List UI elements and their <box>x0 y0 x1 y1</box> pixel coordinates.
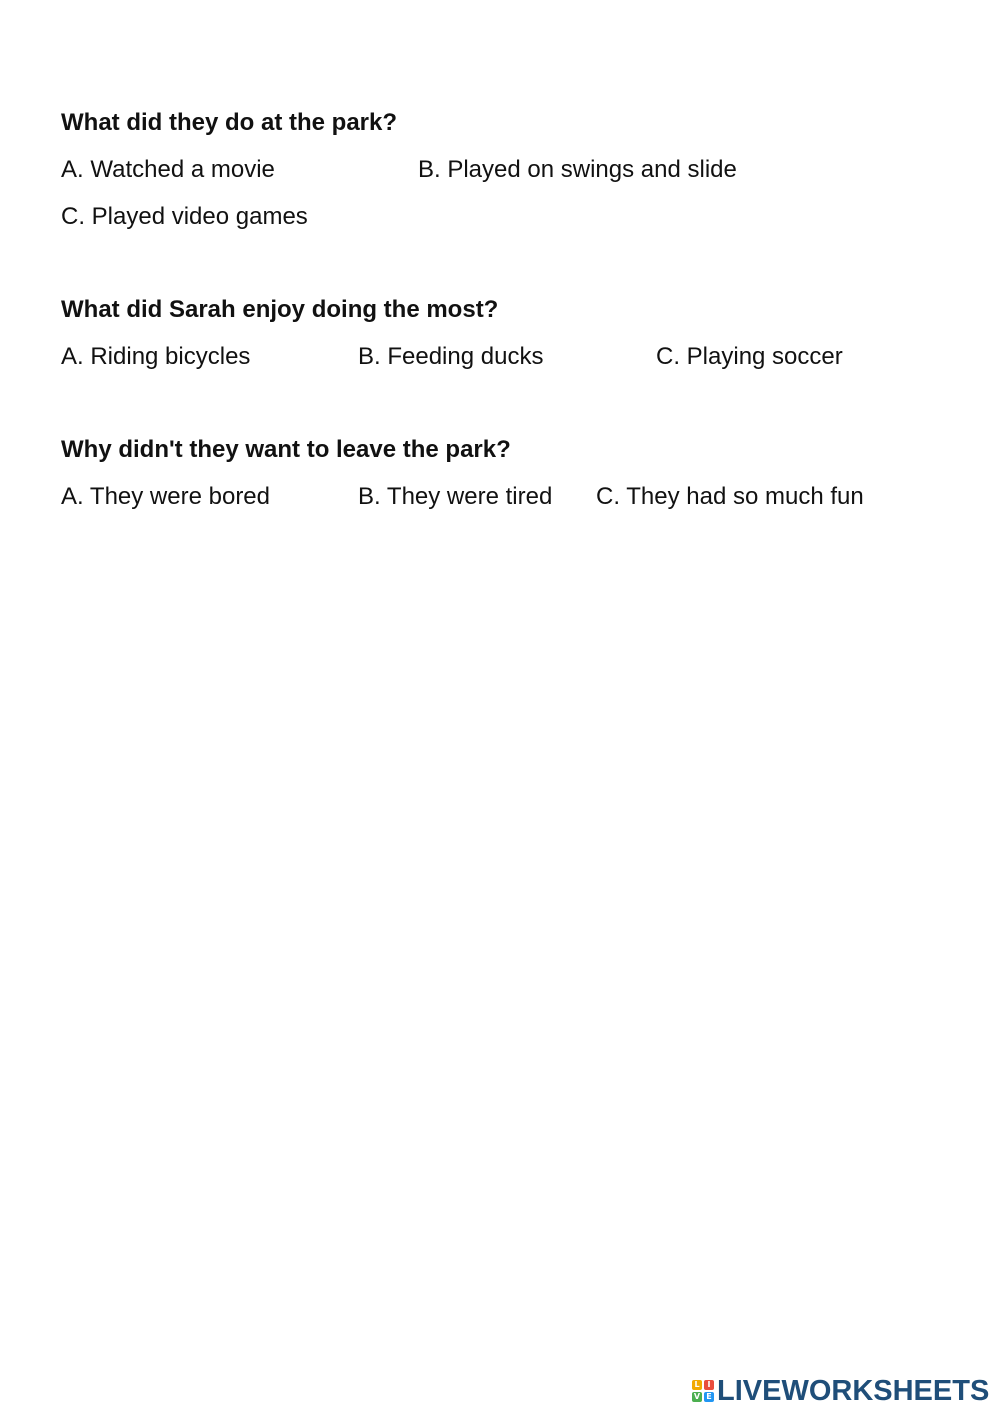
question-1-option-c[interactable]: C. Played video games <box>61 203 308 230</box>
question-1-option-b[interactable]: B. Played on swings and slide <box>418 156 737 183</box>
liveworksheets-logo <box>692 1374 989 1408</box>
question-2-option-b[interactable]: B. Feeding ducks <box>358 343 544 370</box>
logo-mark-square-v: V <box>693 1392 701 1401</box>
question-2-option-a[interactable]: A. Riding bicycles <box>61 343 251 370</box>
question-2-option-c[interactable]: C. Playing soccer <box>656 343 843 370</box>
logo-mark-square-e: E <box>704 1392 714 1402</box>
logo-mark-square-i: I <box>704 1380 714 1390</box>
question-3-option-b[interactable]: B. They were tired <box>358 483 553 510</box>
question-3-text: Why didn't they want to leave the park? <box>61 436 511 463</box>
question-3-option-a[interactable]: A. They were bored <box>61 483 271 510</box>
question-3-option-c[interactable]: C. They had so much fun <box>596 483 864 510</box>
question-1-text: What did they do at the park? <box>61 109 398 136</box>
logo-mark-square-l: L <box>692 1380 702 1390</box>
liveworksheets-logo-icon <box>692 1380 714 1402</box>
question-2-text: What did Sarah enjoy doing the most? <box>61 296 499 323</box>
liveworksheets-logo-text: LIVEWORKSHEETS <box>717 1375 990 1407</box>
question-1-option-a[interactable]: A. Watched a movie <box>61 156 275 183</box>
